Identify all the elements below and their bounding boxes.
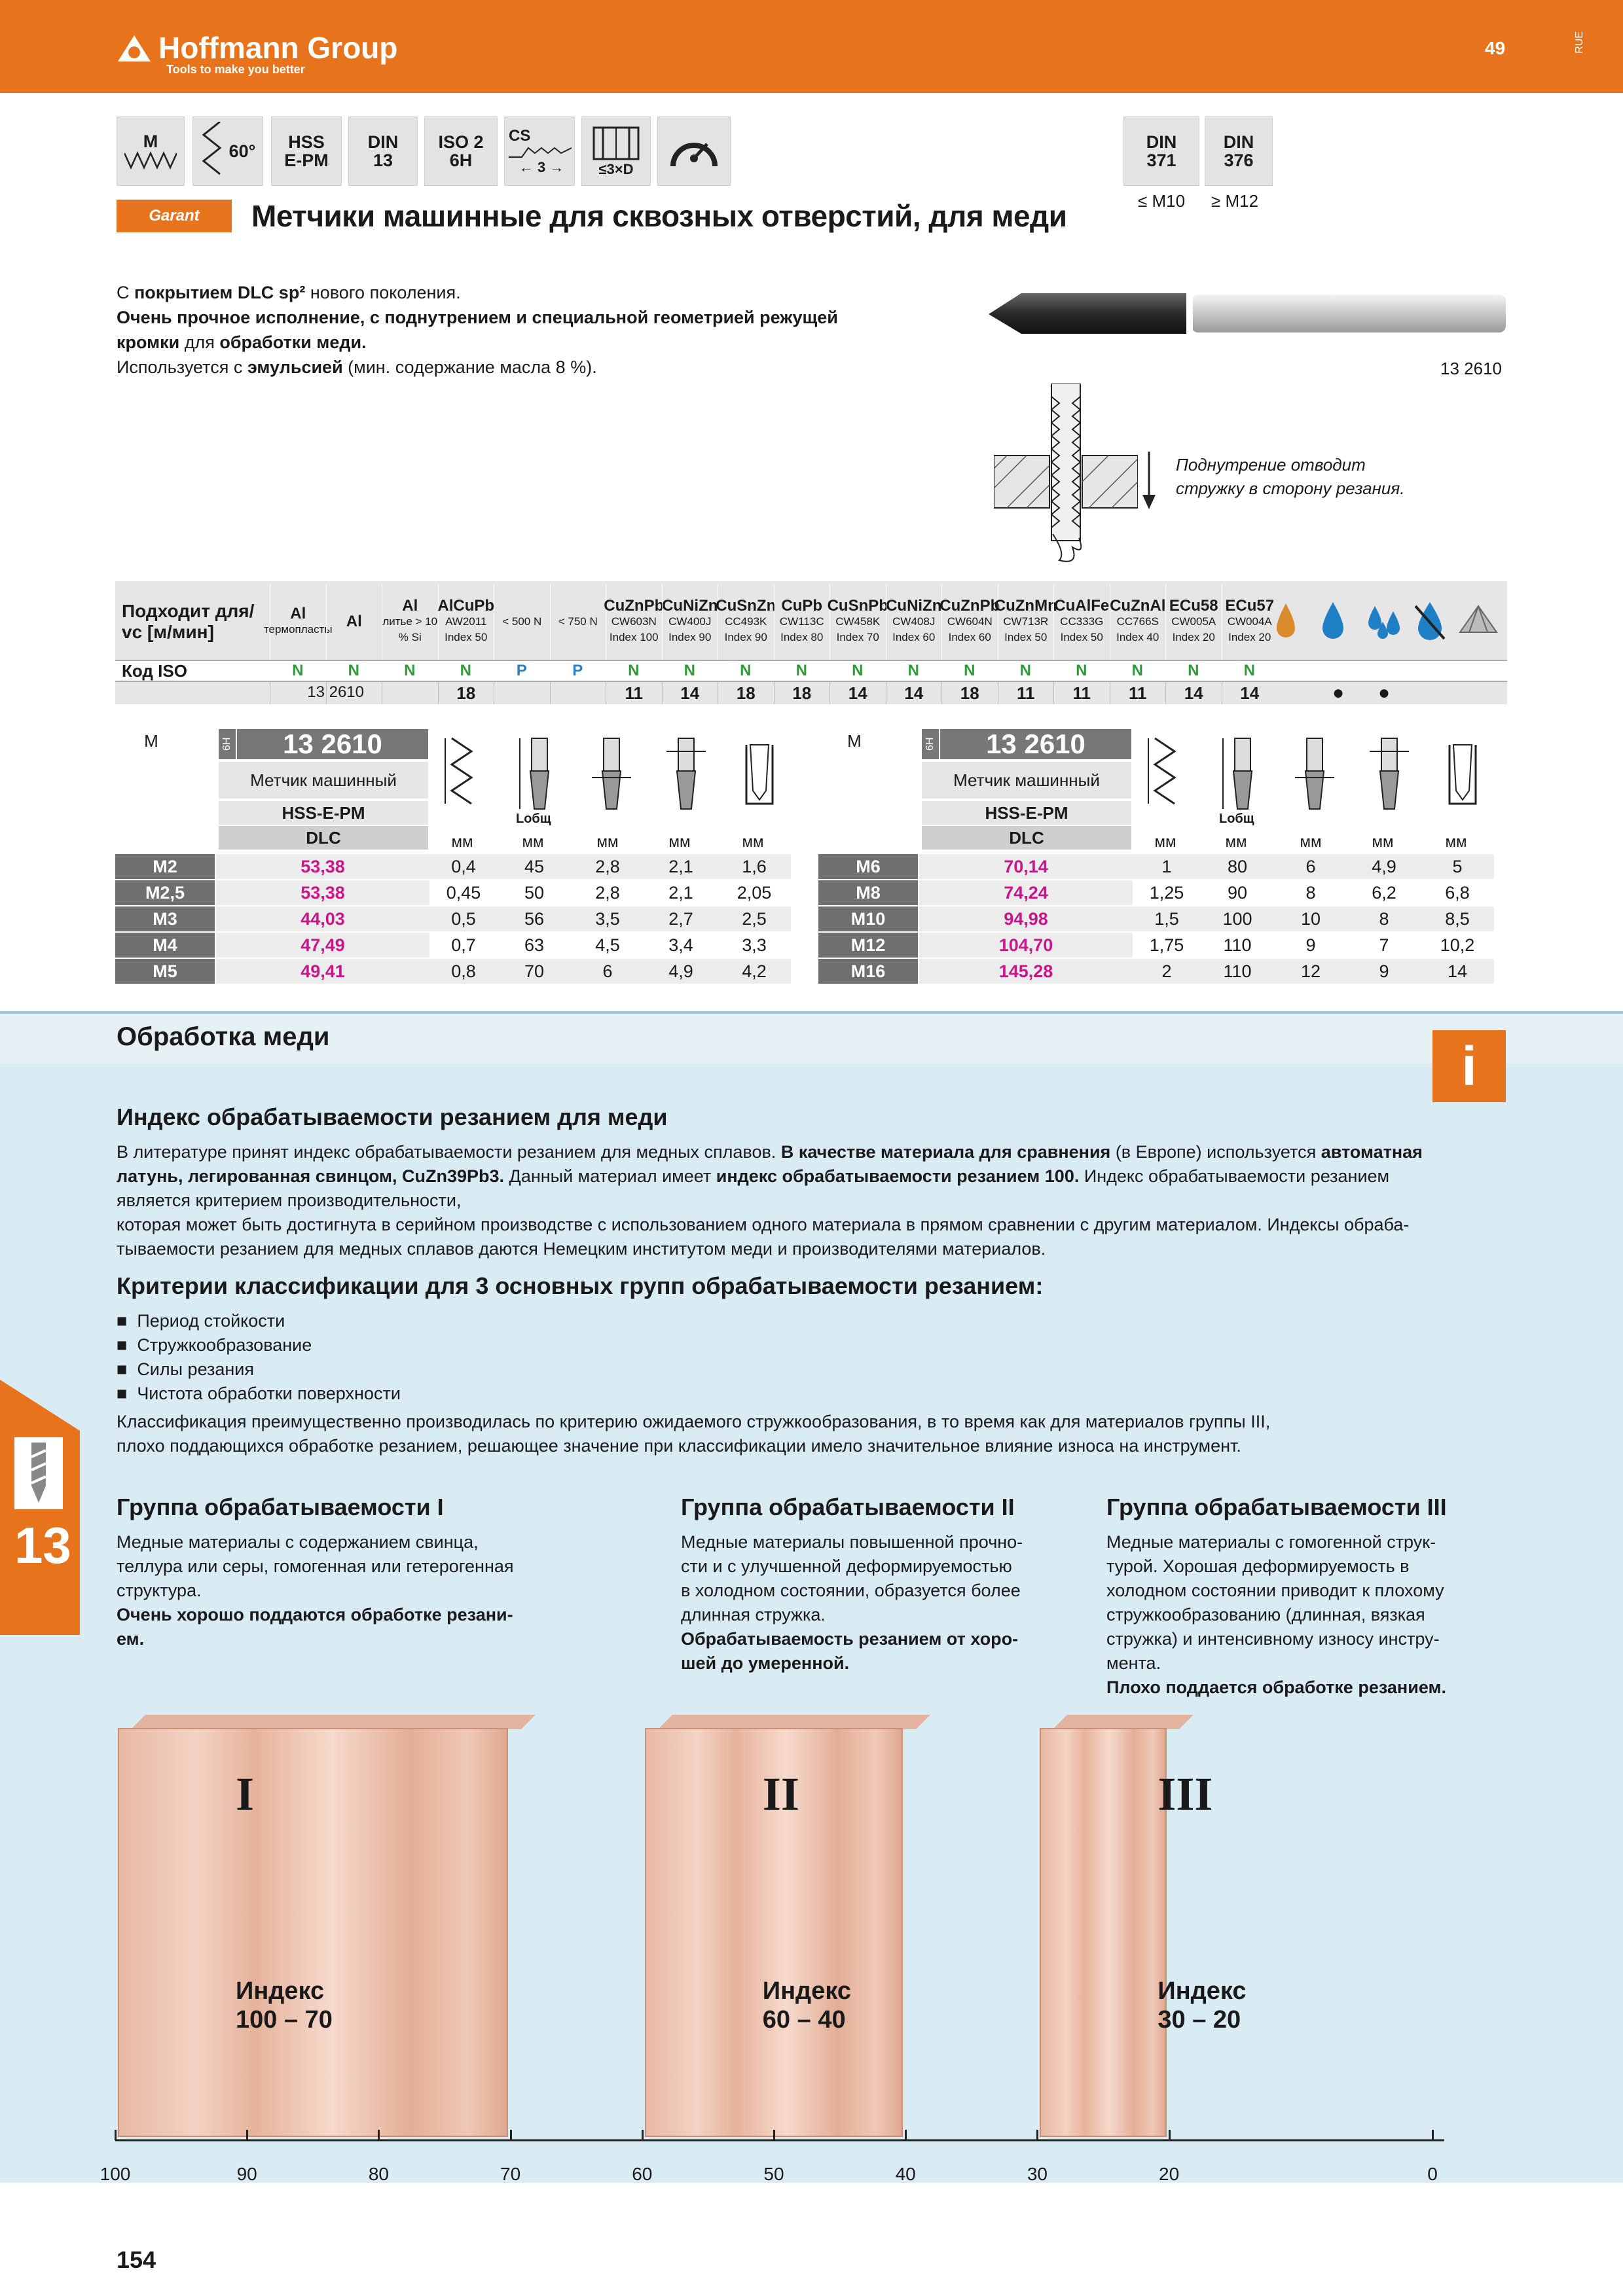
product-table-left [115, 728, 805, 992]
undercut-note: Поднутрение отводит стружку в сторону резания. [1176, 455, 1405, 498]
drill-cell: 2,5 [718, 906, 791, 931]
axis-tick-label: 20 [1159, 2164, 1180, 2184]
pitch-cell: 0,8 [429, 959, 498, 984]
square-cell: 4,9 [644, 959, 718, 984]
drill-cell: 8,5 [1421, 906, 1494, 931]
product-name: Метчик машинный [922, 762, 1131, 798]
unit-label: мм [1372, 833, 1394, 851]
product-code: 13 2610 [237, 729, 428, 759]
pitch-cell: 0,45 [429, 880, 498, 905]
length-cell: 63 [498, 933, 571, 958]
iso-code-12: N [964, 662, 976, 679]
dimension-diagram-icon [1210, 732, 1275, 817]
suitability-table [115, 581, 1507, 707]
intro-line-4: Используется с эмульсией (мин. содержание масла 8 %). [117, 357, 597, 377]
vc-value-1 [326, 682, 382, 704]
intro-line-2: Очень прочное исполнение, с поднутрением и специальной геометрией режущей [117, 308, 838, 327]
price-cell[interactable]: 53,38 [216, 854, 429, 879]
group-title: Группа обрабатываемости II [681, 1494, 1015, 1520]
drill-cell: 5 [1421, 854, 1494, 879]
price-cell[interactable]: 47,49 [216, 933, 429, 958]
hoffmann-logo-icon [117, 33, 152, 63]
axis-tick-label: 90 [236, 2164, 257, 2184]
table-row [115, 932, 805, 957]
dimension-diagram-icon [507, 732, 572, 817]
unit-label: мм [1300, 833, 1322, 851]
table-row [115, 906, 805, 931]
dimension-diagram-icon [653, 732, 719, 817]
vc-value-8: 18 [718, 682, 774, 704]
shank-cell: 12 [1274, 959, 1347, 984]
axis-tick-label: 40 [895, 2164, 916, 2184]
vc-value-10: 14 [830, 682, 886, 704]
brand-name: Hoffmann Group [158, 31, 398, 65]
table-row [115, 853, 805, 878]
axis-tick-mark [1036, 2130, 1038, 2140]
oil-drop-icon [1273, 601, 1299, 640]
unit-label: мм [522, 833, 544, 851]
unit-label: мм [451, 833, 473, 851]
price-cell[interactable]: 70,14 [919, 854, 1133, 879]
vc-value-12: 18 [941, 682, 998, 704]
drill-cell: 4,2 [718, 959, 791, 984]
shank-cell: 3,5 [571, 906, 644, 931]
iso-code-5: P [572, 662, 583, 679]
price-cell[interactable]: 44,03 [216, 906, 429, 931]
length-cell: 56 [498, 906, 571, 931]
din-371-note: ≤ M10 [1138, 191, 1186, 211]
table-row [818, 853, 1508, 878]
pitch-cell: 1,75 [1133, 933, 1201, 958]
list-item: ■ Чистота обработки поверхности [117, 1384, 401, 1403]
material-col-0: Al термопласты [270, 584, 326, 660]
axis-tick-mark [246, 2130, 248, 2140]
mist-icon [1364, 602, 1408, 639]
vc-value-13: 11 [998, 682, 1054, 704]
vc-value-7: 14 [662, 682, 718, 704]
group-2 [681, 1494, 1139, 1676]
drill-cell: 6,8 [1421, 880, 1494, 905]
iso-code-7: N [684, 662, 695, 679]
square-cell: 2,1 [644, 854, 718, 879]
din-376-note: ≥ M12 [1211, 191, 1259, 211]
col-m-label: M [847, 730, 862, 751]
index-heading: Индекс обрабатываемости резанием для меди [117, 1103, 668, 1130]
vc-value-16: 14 [1165, 682, 1222, 704]
square-cell: 6,2 [1347, 880, 1421, 905]
pitch-cell: 1,25 [1133, 880, 1201, 905]
index-paragraph: В литературе принят индекс обрабатываемости резанием для медных сплавов. В качестве материала для сравнения (в Европе) используется автоматная латунь, легированная свинцом, CuZn39Pb3. Данный материал имеет индекс обрабатываемости резанием 100. Индекс обрабатываемости резанием является критерием производительности, которая может быть достигнута в серийном производстве с использованием одного материала в прямом сравнении с другим материалом. Индексы обраба- тываемости резанием для медных сплавов даются Немецким институтом меди и производителями материалов. [117, 1142, 1423, 1259]
iso-code-10: N [852, 662, 864, 679]
info-icon: i [1432, 1030, 1506, 1102]
material-col-8: CuSnZn CC493K Index 90 [718, 584, 774, 660]
square-cell: 9 [1347, 959, 1421, 984]
dimension-diagram-icon [1430, 732, 1495, 817]
group-description: Медные материалы с гомогенной струк- турой. Хорошая деформируемость в холодном состоянии приводит к плохому стружкообразованию (длинная, вязкая стружка) и интенсивному износу инстру- мента. Плохо поддается обработке резанием. [1106, 1532, 1446, 1697]
emulsion-drop-icon [1319, 600, 1347, 641]
vc-value-0 [270, 682, 326, 704]
drill-chapter-icon [14, 1437, 63, 1509]
brand-tagline: Tools to make you better [166, 63, 305, 76]
speed-gauge-icon [657, 117, 731, 186]
pitch-cell: 2 [1133, 959, 1201, 984]
material-col-1: Al [326, 584, 382, 660]
iso-code-17: N [1243, 662, 1255, 679]
iso-code-13: N [1019, 662, 1031, 679]
product-code: 13 2610 [940, 729, 1131, 759]
criteria-heading: Критерии классификации для 3 основных групп обрабатываемости резанием: [117, 1272, 1044, 1299]
table-row [115, 958, 805, 983]
dimension-diagram-icon [1135, 732, 1201, 817]
square-cell: 8 [1347, 906, 1421, 931]
material-col-13: CuZnMn CW713R Index 50 [998, 584, 1054, 660]
shank-cell: 6 [571, 959, 644, 984]
square-cell: 2,7 [644, 906, 718, 931]
group-roman: I [236, 1768, 255, 1820]
axis-tick-mark [773, 2130, 775, 2140]
garant-logo: Garant [117, 200, 232, 232]
iso-code-11: N [907, 662, 919, 679]
iso-code-2: N [404, 662, 416, 679]
vc-value-17: 14 [1222, 682, 1278, 704]
tap-tool-image [976, 275, 1519, 353]
size-cell: M2 [115, 854, 215, 879]
suitability-label: Подходит для/ vc [м/мин] [122, 601, 255, 642]
length-cell: 100 [1201, 906, 1274, 931]
dimension-diagram-icon [1357, 732, 1422, 817]
table-row [115, 880, 805, 905]
drill-cell: 2,05 [718, 880, 791, 905]
shank-cell: 6 [1274, 854, 1347, 879]
axis-tick-label: 100 [100, 2164, 131, 2184]
drill-cell: 3,3 [718, 933, 791, 958]
square-cell: 4,9 [1347, 854, 1421, 879]
arrow-down-icon [1139, 452, 1159, 511]
product-material: HSS-E-PM [922, 801, 1131, 825]
group-3 [1106, 1494, 1565, 1700]
index-axis [115, 2127, 1451, 2153]
intro-line-3: кромки для обработки меди. [117, 332, 367, 352]
iso-code-15: N [1131, 662, 1143, 679]
vc-value-9: 18 [774, 682, 830, 704]
iso-code-16: N [1188, 662, 1199, 679]
page-number: 154 [117, 2246, 156, 2273]
table-row [818, 958, 1508, 983]
coolant-dot-4 [1457, 682, 1497, 704]
iso-code-4: P [516, 662, 527, 679]
tolerance-label: 6H [219, 729, 236, 759]
tolerance-label: 6H [922, 729, 939, 759]
tolerance-icon: ISO 2 6H [424, 117, 498, 186]
chapter-number: 13 [14, 1516, 71, 1574]
price-cell[interactable]: 145,28 [919, 959, 1133, 984]
page-number-top: 49 [1485, 38, 1506, 58]
thread-angle-icon: 60° [192, 117, 263, 186]
material-col-4: < 500 N [494, 584, 550, 660]
material-col-7: CuNiZn CW400J Index 90 [662, 584, 718, 660]
l-total-label: Lобщ [1219, 812, 1254, 826]
size-cell: M5 [115, 959, 215, 984]
iso-code-label: Код ISO [122, 661, 187, 681]
axis-tick-label: 80 [368, 2164, 389, 2184]
col-m-label: M [144, 730, 158, 751]
list-item: ■ Силы резания [117, 1359, 255, 1379]
material-col-6: CuZnPb CW603N Index 100 [606, 584, 662, 660]
brand-logo[interactable] [117, 30, 397, 65]
size-cell: M12 [818, 933, 918, 958]
material-col-11: CuNiZn CW408J Index 60 [886, 584, 942, 660]
index-range: Индекс 60 – 40 [762, 1977, 851, 2034]
pitch-cell: 1,5 [1133, 906, 1201, 931]
coolant-dot-0 [1273, 682, 1312, 704]
product-name: Метчик машинный [219, 762, 428, 798]
table-row [818, 906, 1508, 931]
square-cell: 2,1 [644, 880, 718, 905]
axis-tick-label: 50 [763, 2164, 784, 2184]
iso-code-9: N [795, 662, 807, 679]
unit-label: мм [1445, 833, 1467, 851]
drill-cell: 14 [1421, 959, 1494, 984]
group-title: Группа обрабатываемости I [117, 1494, 444, 1520]
price-cell[interactable]: 104,70 [919, 933, 1133, 958]
din-371-box: DIN 371 [1123, 117, 1199, 186]
pitch-cell: 0,4 [429, 854, 498, 879]
index-range: Индекс 100 – 70 [236, 1977, 333, 2034]
size-cell: M4 [115, 933, 215, 958]
product-material: HSS-E-PM [219, 801, 428, 825]
product-coating: DLC [922, 826, 1131, 850]
axis-tick-mark [378, 2130, 380, 2140]
material-col-5: < 750 N [550, 584, 606, 660]
material-col-16: ECu58 CW005A Index 20 [1165, 584, 1222, 660]
square-cell: 7 [1347, 933, 1421, 958]
chamfer-form-icon: CS ← 3 → [504, 117, 575, 186]
din-13-icon: DIN 13 [348, 117, 418, 186]
material-hss-icon: HSS E-PM [271, 117, 342, 186]
dimension-diagram-icon [579, 732, 644, 817]
vc-value-15: 11 [1110, 682, 1166, 704]
shank-cell: 8 [1274, 880, 1347, 905]
product-table-right [818, 728, 1508, 992]
product-coating: DLC [219, 826, 428, 850]
price-cell[interactable]: 74,24 [919, 880, 1133, 905]
material-col-15: CuZnAl CC766S Index 40 [1110, 584, 1166, 660]
group-roman: III [1158, 1768, 1213, 1820]
criteria-list [117, 1309, 401, 1406]
mql-icon [1457, 603, 1499, 636]
price-cell[interactable]: 53,38 [216, 880, 429, 905]
info-section-title: Обработка меди [117, 1022, 330, 1051]
length-cell: 50 [498, 880, 571, 905]
pitch-cell: 0,5 [429, 906, 498, 931]
din-376-box: DIN 376 [1205, 117, 1273, 186]
axis-tick-mark [1169, 2130, 1171, 2140]
language-code: RUE [1574, 31, 1585, 54]
machinability-block-3 [1040, 1728, 1166, 2137]
iso-code-14: N [1076, 662, 1087, 679]
drill-cell: 10,2 [1421, 933, 1494, 958]
length-cell: 45 [498, 854, 571, 879]
pitch-cell: 0,7 [429, 933, 498, 958]
vc-value-14: 11 [1053, 682, 1110, 704]
iso-code-3: N [460, 662, 471, 679]
unit-label: мм [1225, 833, 1247, 851]
pitch-cell: 1 [1133, 854, 1201, 879]
unit-label: мм [742, 833, 764, 851]
length-cell: 80 [1201, 854, 1274, 879]
drill-cell: 1,6 [718, 854, 791, 879]
material-col-14: CuAlFe CC333G Index 50 [1053, 584, 1110, 660]
iso-code-0: N [292, 662, 304, 679]
size-cell: M6 [818, 854, 918, 879]
l-total-label: Lобщ [516, 812, 551, 826]
size-cell: M2,5 [115, 880, 215, 905]
length-cell: 70 [498, 959, 571, 984]
table-row [818, 880, 1508, 905]
axis-tick-mark [115, 2130, 117, 2140]
block-top-1 [131, 1715, 536, 1729]
axis-tick-label: 70 [500, 2164, 521, 2184]
size-cell: M8 [818, 880, 918, 905]
tool-code-label: 13 2610 [1440, 359, 1502, 378]
material-col-10: CuSnPb CW458K Index 70 [830, 584, 886, 660]
material-col-9: CuPb CW113C Index 80 [774, 584, 830, 660]
material-col-17: ECu57 CW004A Index 20 [1222, 584, 1278, 660]
material-col-12: CuZnPb CW604N Index 60 [941, 584, 998, 660]
coolant-dot-1: ● [1332, 682, 1345, 704]
index-range: Индекс 30 – 20 [1158, 1977, 1247, 2034]
intro-line-1: С покрытием DLC sp² нового поколения. [117, 283, 461, 302]
axis-tick-mark [1432, 2130, 1434, 2140]
dimension-diagram-icon [1282, 732, 1347, 817]
shank-cell: 9 [1274, 933, 1347, 958]
shank-cell: 2,8 [571, 880, 644, 905]
suitability-row-code: 13 2610 [307, 683, 364, 701]
iso-code-6: N [628, 662, 640, 679]
unit-label: мм [1154, 833, 1176, 851]
group-description: Медные материалы повышенной прочно- сти и с улучшенной деформируемостью в холодном состоянии, образуется более длинная стружка. Обрабатываемость резанием от хоро- шей до умеренной. [681, 1532, 1023, 1673]
block-top-3 [1053, 1715, 1194, 1729]
iso-code-8: N [740, 662, 752, 679]
group-description: Медные материалы с содержанием свинца, теллура или серы, гомогенная или гетерогенная структура. Очень хорошо поддаются обработке резани- ем. [117, 1532, 514, 1649]
iso-code-1: N [348, 662, 359, 679]
group-roman: II [762, 1768, 799, 1820]
vc-value-3: 18 [438, 682, 494, 704]
shank-cell: 10 [1274, 906, 1347, 931]
dimension-diagram-icon [432, 732, 498, 817]
price-cell[interactable]: 94,98 [919, 906, 1133, 931]
shank-cell: 4,5 [571, 933, 644, 958]
thread-depth-icon: ≤3×D [581, 117, 651, 186]
table-row [818, 932, 1508, 957]
size-cell: M3 [115, 906, 215, 931]
axis-tick-mark [510, 2130, 512, 2140]
axis-tick-label: 30 [1027, 2164, 1048, 2184]
axis-tick-label: 0 [1427, 2164, 1438, 2184]
vc-value-6: 11 [606, 682, 662, 704]
axis-tick-mark [905, 2130, 907, 2140]
axis-tick-label: 60 [632, 2164, 653, 2184]
metric-thread-icon: M [117, 117, 185, 186]
dimension-diagram-icon [727, 732, 792, 817]
material-col-3: AlCuPb AW2011 Index 50 [438, 584, 494, 660]
length-cell: 110 [1201, 933, 1274, 958]
undercut-diagram [994, 384, 1138, 567]
classification-note: Классификация преимущественно производилась по критерию ожидаемого стружкообразования, в то время как для материалов группы III, плохо поддающихся обработке резанием, решающее значение при классификации имело значительное влияние износа на инструмент. [117, 1412, 1271, 1456]
page-title: Метчики машинные для сквозных отверстий, для меди [251, 199, 1067, 233]
list-item: ■ Стружкообразование [117, 1335, 312, 1355]
group-title: Группа обрабатываемости III [1106, 1494, 1447, 1520]
vc-value-11: 14 [886, 682, 942, 704]
shank-cell: 2,8 [571, 854, 644, 879]
material-col-2: Al литье > 10 % Si [382, 584, 438, 660]
axis-tick-mark [642, 2130, 644, 2140]
square-cell: 3,4 [644, 933, 718, 958]
unit-label: мм [596, 833, 619, 851]
block-top-2 [658, 1715, 930, 1729]
dry-drop-icon [1412, 600, 1448, 641]
price-cell[interactable]: 49,41 [216, 959, 429, 984]
group-1 [117, 1494, 575, 1651]
length-cell: 110 [1201, 959, 1274, 984]
vc-value-4 [494, 682, 550, 704]
size-cell: M10 [818, 906, 918, 931]
coolant-dot-3 [1412, 682, 1451, 704]
machinability-block-1 [118, 1728, 508, 2137]
vc-value-2 [382, 682, 438, 704]
length-cell: 90 [1201, 880, 1274, 905]
size-cell: M16 [818, 959, 918, 984]
coolant-dot-2: ● [1377, 682, 1391, 704]
vc-value-5 [550, 682, 606, 704]
list-item: ■ Период стойкости [117, 1311, 285, 1331]
unit-label: мм [668, 833, 691, 851]
